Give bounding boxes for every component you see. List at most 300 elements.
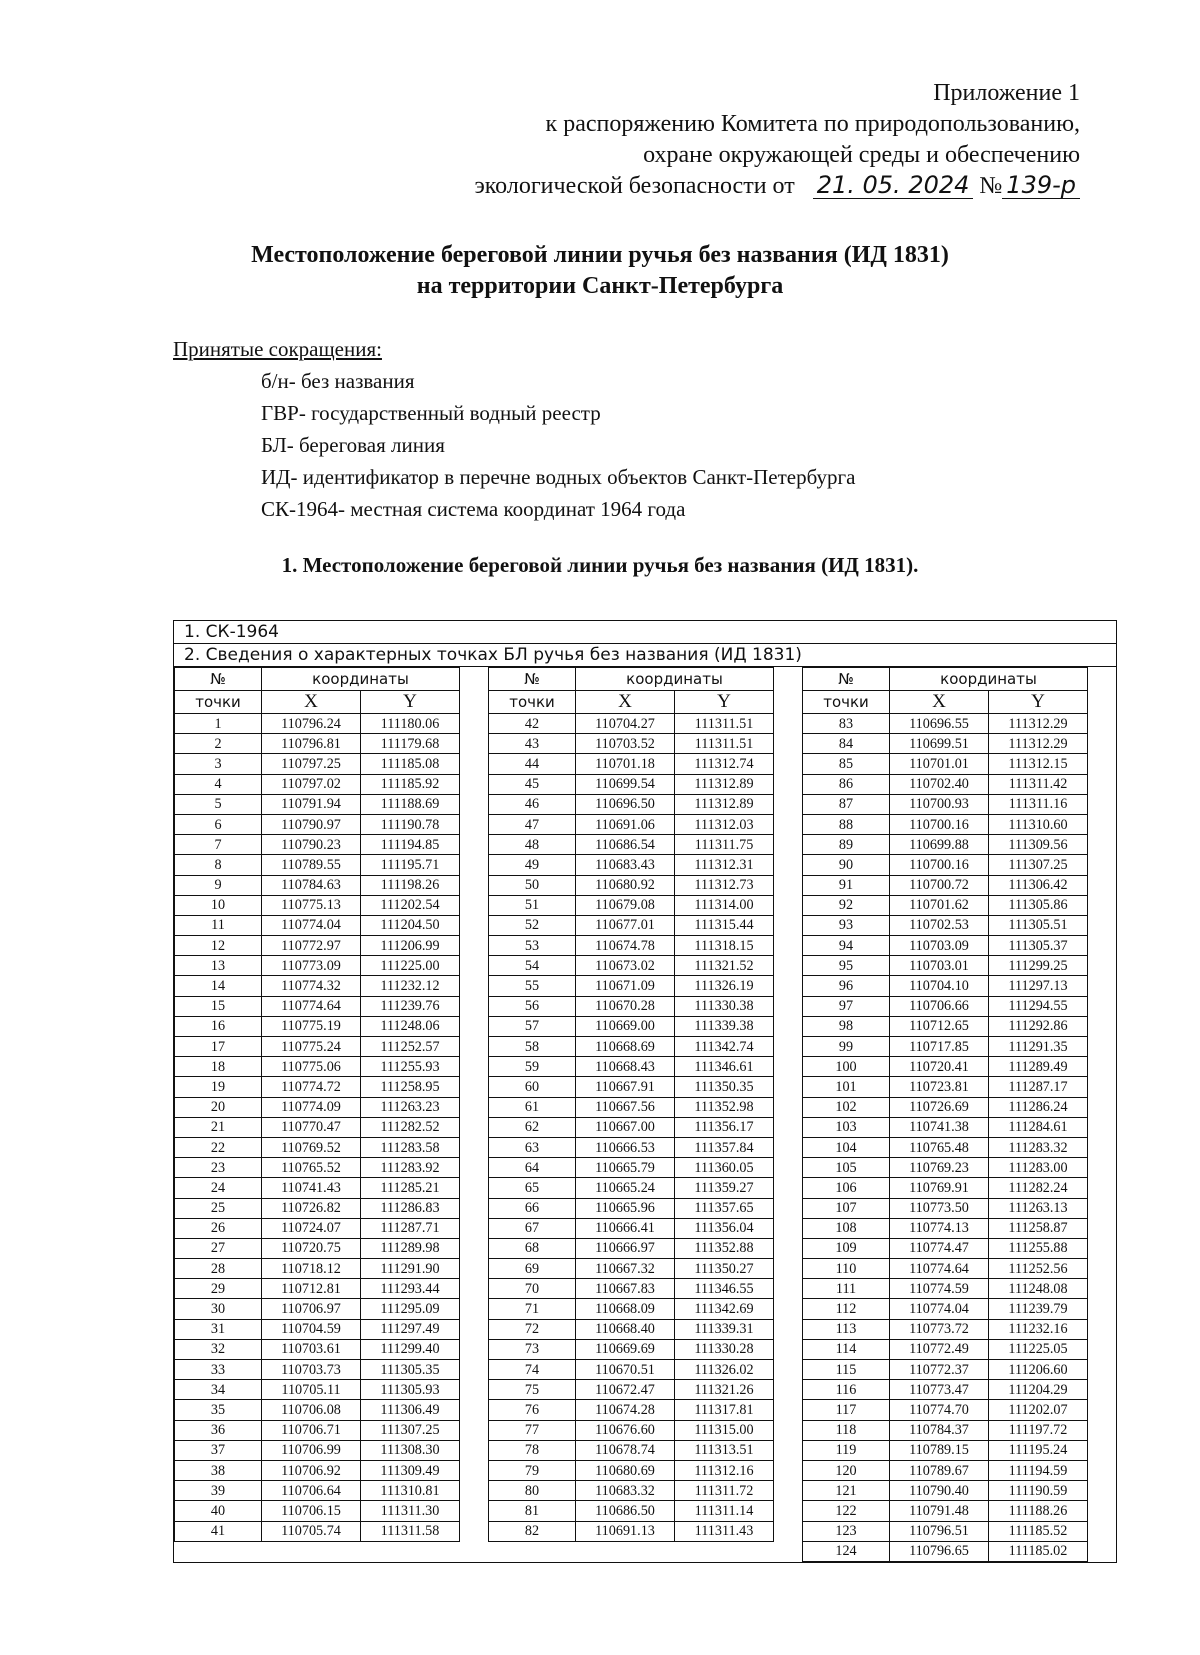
x-coordinate-cell: 110671.09: [576, 976, 675, 996]
table-row: [489, 714, 774, 734]
x-coordinate-cell: 110665.79: [576, 1158, 675, 1178]
point-number-cell: 46: [489, 794, 576, 814]
table-row: [175, 1097, 460, 1117]
y-coordinate-cell: 111346.61: [675, 1057, 774, 1077]
x-coordinate-cell: 110720.41: [890, 1057, 989, 1077]
coordinates-table: [173, 620, 1117, 1563]
point-number-cell: 38: [175, 1460, 262, 1480]
point-number-cell: 9: [175, 875, 262, 895]
y-coordinate-cell: 111291.35: [989, 1037, 1088, 1057]
x-coordinate-cell: 110672.47: [576, 1380, 675, 1400]
table-row: [803, 1400, 1088, 1420]
point-number-cell: 51: [489, 895, 576, 915]
y-coordinate-cell: 111309.49: [361, 1460, 460, 1480]
table-row: [489, 1097, 774, 1117]
number-sign: №: [979, 173, 1003, 199]
y-coordinate-cell: 111315.44: [675, 915, 774, 935]
x-coordinate-cell: 110772.37: [890, 1360, 989, 1380]
table-row: [803, 996, 1088, 1016]
x-coordinate-cell: 110706.99: [262, 1440, 361, 1460]
x-coordinate-cell: 110699.51: [890, 734, 989, 754]
x-coordinate-cell: 110706.71: [262, 1420, 361, 1440]
table-row: [175, 956, 460, 976]
point-number-cell: 118: [803, 1420, 890, 1440]
x-coordinate-cell: 110667.91: [576, 1077, 675, 1097]
col-header-coords: координаты: [890, 668, 1088, 691]
y-coordinate-cell: 111339.38: [675, 1016, 774, 1036]
x-coordinate-cell: 110726.69: [890, 1097, 989, 1117]
x-coordinate-cell: 110701.01: [890, 754, 989, 774]
x-coordinate-cell: 110677.01: [576, 915, 675, 935]
y-coordinate-cell: 111326.02: [675, 1360, 774, 1380]
x-coordinate-cell: 110705.74: [262, 1521, 361, 1541]
point-number-cell: 74: [489, 1360, 576, 1380]
table-row: [175, 794, 460, 814]
y-coordinate-cell: 111312.15: [989, 754, 1088, 774]
point-number-cell: 48: [489, 835, 576, 855]
point-number-cell: 111: [803, 1279, 890, 1299]
table-row: [175, 1198, 460, 1218]
table-row: [489, 1117, 774, 1137]
point-number-cell: 31: [175, 1319, 262, 1339]
y-coordinate-cell: 111350.27: [675, 1259, 774, 1279]
point-number-cell: 45: [489, 774, 576, 794]
point-number-cell: 15: [175, 996, 262, 1016]
table-row: [175, 1238, 460, 1258]
point-number-cell: 7: [175, 835, 262, 855]
table-row: [803, 1521, 1088, 1541]
table-row: [803, 1178, 1088, 1198]
point-number-cell: 68: [489, 1238, 576, 1258]
x-coordinate-cell: 110700.93: [890, 794, 989, 814]
table-row: [803, 1319, 1088, 1339]
y-coordinate-cell: 111225.00: [361, 956, 460, 976]
y-coordinate-cell: 111314.00: [675, 895, 774, 915]
point-number-cell: 43: [489, 734, 576, 754]
table-row: [175, 774, 460, 794]
y-coordinate-cell: 111293.44: [361, 1279, 460, 1299]
col-header-x: X: [262, 691, 361, 714]
x-coordinate-cell: 110796.65: [890, 1541, 989, 1561]
y-coordinate-cell: 111283.32: [989, 1137, 1088, 1157]
table-row: [489, 1057, 774, 1077]
y-coordinate-cell: 111185.02: [989, 1541, 1088, 1561]
table-row: [803, 1440, 1088, 1460]
table-row: [489, 774, 774, 794]
table-row: [803, 1481, 1088, 1501]
table-row: [489, 1158, 774, 1178]
x-coordinate-cell: 110791.94: [262, 794, 361, 814]
y-coordinate-cell: 111292.86: [989, 1016, 1088, 1036]
table-row: [803, 1198, 1088, 1218]
table-row: [489, 1279, 774, 1299]
table-row: [803, 1541, 1088, 1561]
y-coordinate-cell: 111195.71: [361, 855, 460, 875]
point-number-cell: 100: [803, 1057, 890, 1077]
x-coordinate-cell: 110704.59: [262, 1319, 361, 1339]
x-coordinate-cell: 110789.55: [262, 855, 361, 875]
point-number-cell: 14: [175, 976, 262, 996]
y-coordinate-cell: 111312.29: [989, 734, 1088, 754]
y-coordinate-cell: 111352.88: [675, 1238, 774, 1258]
x-coordinate-cell: 110774.13: [890, 1218, 989, 1238]
x-coordinate-cell: 110774.32: [262, 976, 361, 996]
y-coordinate-cell: 111198.26: [361, 875, 460, 895]
y-coordinate-cell: 111360.05: [675, 1158, 774, 1178]
point-number-cell: 23: [175, 1158, 262, 1178]
x-coordinate-cell: 110667.56: [576, 1097, 675, 1117]
table-row: [489, 835, 774, 855]
y-coordinate-cell: 111239.76: [361, 996, 460, 1016]
table-row: [803, 1158, 1088, 1178]
table-row: [803, 794, 1088, 814]
table-row: [175, 1016, 460, 1036]
point-number-cell: 62: [489, 1117, 576, 1137]
table-row: [175, 895, 460, 915]
y-coordinate-cell: 111306.49: [361, 1400, 460, 1420]
point-number-cell: 10: [175, 895, 262, 915]
points-subtable: [174, 667, 460, 1542]
point-number-cell: 78: [489, 1440, 576, 1460]
table-row: [489, 1460, 774, 1480]
y-coordinate-cell: 111204.29: [989, 1380, 1088, 1400]
x-coordinate-cell: 110789.67: [890, 1460, 989, 1480]
point-number-cell: 79: [489, 1460, 576, 1480]
y-coordinate-cell: 111283.92: [361, 1158, 460, 1178]
table-row: [489, 1380, 774, 1400]
y-coordinate-cell: 111311.72: [675, 1481, 774, 1501]
y-coordinate-cell: 111252.57: [361, 1037, 460, 1057]
point-number-cell: 93: [803, 915, 890, 935]
points-subtable: [802, 667, 1088, 1562]
col-header-no: №: [803, 668, 890, 691]
point-number-cell: 105: [803, 1158, 890, 1178]
x-coordinate-cell: 110797.25: [262, 754, 361, 774]
table-row: [175, 1440, 460, 1460]
y-coordinate-cell: 111285.21: [361, 1178, 460, 1198]
point-number-cell: 11: [175, 915, 262, 935]
point-number-cell: 98: [803, 1016, 890, 1036]
y-coordinate-cell: 111310.60: [989, 814, 1088, 834]
table-row: [803, 1299, 1088, 1319]
y-coordinate-cell: 111206.99: [361, 936, 460, 956]
y-coordinate-cell: 111330.28: [675, 1339, 774, 1359]
point-number-cell: 56: [489, 996, 576, 1016]
abbreviation-item: СК-1964- местная система координат 1964 года: [261, 497, 686, 521]
point-number-cell: 115: [803, 1360, 890, 1380]
table-row: [489, 1238, 774, 1258]
point-number-cell: 75: [489, 1380, 576, 1400]
point-number-cell: 101: [803, 1077, 890, 1097]
table-row: [175, 835, 460, 855]
point-number-cell: 17: [175, 1037, 262, 1057]
y-coordinate-cell: 111282.52: [361, 1117, 460, 1137]
y-coordinate-cell: 111311.42: [989, 774, 1088, 794]
y-coordinate-cell: 111352.98: [675, 1097, 774, 1117]
point-number-cell: 53: [489, 936, 576, 956]
point-number-cell: 19: [175, 1077, 262, 1097]
x-coordinate-cell: 110726.82: [262, 1198, 361, 1218]
section-title: 1. Местоположение береговой линии ручья без названия (ИД 1831).: [281, 553, 919, 577]
y-coordinate-cell: 111284.61: [989, 1117, 1088, 1137]
x-coordinate-cell: 110790.97: [262, 814, 361, 834]
point-number-cell: 36: [175, 1420, 262, 1440]
abbreviations-heading: Принятые сокращения:: [173, 337, 382, 361]
table-row: [489, 1037, 774, 1057]
y-coordinate-cell: 111309.56: [989, 835, 1088, 855]
x-coordinate-cell: 110703.61: [262, 1339, 361, 1359]
table-row: [803, 774, 1088, 794]
y-coordinate-cell: 111339.31: [675, 1319, 774, 1339]
x-coordinate-cell: 110696.55: [890, 714, 989, 734]
point-number-cell: 104: [803, 1137, 890, 1157]
point-number-cell: 71: [489, 1299, 576, 1319]
x-coordinate-cell: 110770.47: [262, 1117, 361, 1137]
table-row: [803, 855, 1088, 875]
y-coordinate-cell: 111232.16: [989, 1319, 1088, 1339]
point-number-cell: 12: [175, 936, 262, 956]
x-coordinate-cell: 110702.40: [890, 774, 989, 794]
title-line-1: Местоположение береговой линии ручья без названия (ИД 1831): [251, 242, 949, 268]
table-row: [489, 1218, 774, 1238]
col-header-no: №: [489, 668, 576, 691]
y-coordinate-cell: 111239.79: [989, 1299, 1088, 1319]
x-coordinate-cell: 110674.28: [576, 1400, 675, 1420]
point-number-cell: 103: [803, 1117, 890, 1137]
y-coordinate-cell: 111321.26: [675, 1380, 774, 1400]
x-coordinate-cell: 110668.40: [576, 1319, 675, 1339]
point-number-cell: 6: [175, 814, 262, 834]
table-row: [803, 1360, 1088, 1380]
point-number-cell: 58: [489, 1037, 576, 1057]
table-row: [489, 1501, 774, 1521]
table-row: [803, 1097, 1088, 1117]
point-number-cell: 114: [803, 1339, 890, 1359]
x-coordinate-cell: 110769.52: [262, 1137, 361, 1157]
point-number-cell: 116: [803, 1380, 890, 1400]
point-number-cell: 37: [175, 1440, 262, 1460]
y-coordinate-cell: 111357.84: [675, 1137, 774, 1157]
table-row: [489, 875, 774, 895]
point-number-cell: 85: [803, 754, 890, 774]
y-coordinate-cell: 111195.24: [989, 1440, 1088, 1460]
point-number-cell: 95: [803, 956, 890, 976]
table-row: [803, 1016, 1088, 1036]
x-coordinate-cell: 110772.97: [262, 936, 361, 956]
point-number-cell: 34: [175, 1380, 262, 1400]
table-row: [175, 1380, 460, 1400]
document-title: [0, 240, 1200, 302]
point-number-cell: 72: [489, 1319, 576, 1339]
y-coordinate-cell: 111312.16: [675, 1460, 774, 1480]
y-coordinate-cell: 111188.69: [361, 794, 460, 814]
y-coordinate-cell: 111283.58: [361, 1137, 460, 1157]
x-coordinate-cell: 110667.83: [576, 1279, 675, 1299]
point-number-cell: 106: [803, 1178, 890, 1198]
point-number-cell: 121: [803, 1481, 890, 1501]
x-coordinate-cell: 110741.43: [262, 1178, 361, 1198]
point-number-cell: 5: [175, 794, 262, 814]
table-row: [175, 1279, 460, 1299]
table-row: [803, 895, 1088, 915]
point-number-cell: 108: [803, 1218, 890, 1238]
point-number-cell: 20: [175, 1097, 262, 1117]
y-coordinate-cell: 111295.09: [361, 1299, 460, 1319]
col-header-no: №: [175, 668, 262, 691]
y-coordinate-cell: 111194.59: [989, 1460, 1088, 1480]
table-row: [803, 814, 1088, 834]
point-number-cell: 124: [803, 1541, 890, 1561]
x-coordinate-cell: 110796.81: [262, 734, 361, 754]
col-header-y: Y: [675, 691, 774, 714]
table-row: [489, 794, 774, 814]
point-number-cell: 59: [489, 1057, 576, 1077]
point-number-cell: 29: [175, 1279, 262, 1299]
point-number-cell: 87: [803, 794, 890, 814]
col-header-x: X: [576, 691, 675, 714]
y-coordinate-cell: 111311.16: [989, 794, 1088, 814]
y-coordinate-cell: 111311.51: [675, 714, 774, 734]
point-number-cell: 2: [175, 734, 262, 754]
table-row: [175, 1319, 460, 1339]
x-coordinate-cell: 110773.50: [890, 1198, 989, 1218]
col-header-point: точки: [175, 691, 262, 714]
table-row: [803, 1057, 1088, 1077]
point-number-cell: 8: [175, 855, 262, 875]
y-coordinate-cell: 111287.17: [989, 1077, 1088, 1097]
table-row: [803, 956, 1088, 976]
y-coordinate-cell: 111185.92: [361, 774, 460, 794]
y-coordinate-cell: 111305.51: [989, 915, 1088, 935]
x-coordinate-cell: 110676.60: [576, 1420, 675, 1440]
col-header-point: точки: [803, 691, 890, 714]
x-coordinate-cell: 110696.50: [576, 794, 675, 814]
x-coordinate-cell: 110686.50: [576, 1501, 675, 1521]
y-coordinate-cell: 111321.52: [675, 956, 774, 976]
y-coordinate-cell: 111185.08: [361, 754, 460, 774]
point-number-cell: 122: [803, 1501, 890, 1521]
y-coordinate-cell: 111312.89: [675, 774, 774, 794]
y-coordinate-cell: 111190.59: [989, 1481, 1088, 1501]
table-row: [175, 1077, 460, 1097]
col-header-point: точки: [489, 691, 576, 714]
x-coordinate-cell: 110704.27: [576, 714, 675, 734]
point-number-cell: 22: [175, 1137, 262, 1157]
table-row: [175, 936, 460, 956]
y-coordinate-cell: 111202.54: [361, 895, 460, 915]
x-coordinate-cell: 110773.09: [262, 956, 361, 976]
y-coordinate-cell: 111307.25: [361, 1420, 460, 1440]
table-row: [489, 996, 774, 1016]
y-coordinate-cell: 111311.14: [675, 1501, 774, 1521]
x-coordinate-cell: 110665.96: [576, 1198, 675, 1218]
y-coordinate-cell: 111299.40: [361, 1339, 460, 1359]
column-gap: [460, 667, 488, 1562]
x-coordinate-cell: 110789.15: [890, 1440, 989, 1460]
table-row: [489, 734, 774, 754]
table-columns: [174, 667, 1116, 1562]
x-coordinate-cell: 110774.04: [890, 1299, 989, 1319]
y-coordinate-cell: 111312.29: [989, 714, 1088, 734]
table-row: [803, 1137, 1088, 1157]
x-coordinate-cell: 110667.32: [576, 1259, 675, 1279]
point-number-cell: 27: [175, 1238, 262, 1258]
y-coordinate-cell: 111305.93: [361, 1380, 460, 1400]
point-number-cell: 52: [489, 915, 576, 935]
x-coordinate-cell: 110703.01: [890, 956, 989, 976]
title-line-2: на территории Санкт-Петербурга: [416, 273, 784, 299]
point-number-cell: 47: [489, 814, 576, 834]
x-coordinate-cell: 110669.69: [576, 1339, 675, 1359]
table-row: [489, 956, 774, 976]
x-coordinate-cell: 110667.00: [576, 1117, 675, 1137]
point-number-cell: 21: [175, 1117, 262, 1137]
x-coordinate-cell: 110720.75: [262, 1238, 361, 1258]
table-row: [803, 1218, 1088, 1238]
table-row: [803, 1259, 1088, 1279]
y-coordinate-cell: 111194.85: [361, 835, 460, 855]
y-coordinate-cell: 111263.13: [989, 1198, 1088, 1218]
y-coordinate-cell: 111307.25: [989, 855, 1088, 875]
point-number-cell: 76: [489, 1400, 576, 1420]
x-coordinate-cell: 110797.02: [262, 774, 361, 794]
point-number-cell: 77: [489, 1420, 576, 1440]
y-coordinate-cell: 111179.68: [361, 734, 460, 754]
x-coordinate-cell: 110784.37: [890, 1420, 989, 1440]
y-coordinate-cell: 111330.38: [675, 996, 774, 1016]
x-coordinate-cell: 110669.00: [576, 1016, 675, 1036]
table-row: [175, 855, 460, 875]
table-row: [175, 1137, 460, 1157]
point-number-cell: 88: [803, 814, 890, 834]
y-coordinate-cell: 111306.42: [989, 875, 1088, 895]
x-coordinate-cell: 110774.04: [262, 915, 361, 935]
x-coordinate-cell: 110668.09: [576, 1299, 675, 1319]
col-header-coords: координаты: [262, 668, 460, 691]
point-number-cell: 73: [489, 1339, 576, 1359]
table-row: [175, 1360, 460, 1380]
point-number-cell: 13: [175, 956, 262, 976]
table-row: [175, 1218, 460, 1238]
x-coordinate-cell: 110678.74: [576, 1440, 675, 1460]
table-row: [489, 1521, 774, 1541]
point-number-cell: 97: [803, 996, 890, 1016]
col-header-y: Y: [989, 691, 1088, 714]
appendix-header: [474, 78, 1080, 202]
y-coordinate-cell: 111312.89: [675, 794, 774, 814]
x-coordinate-cell: 110705.11: [262, 1380, 361, 1400]
y-coordinate-cell: 111356.04: [675, 1218, 774, 1238]
x-coordinate-cell: 110701.62: [890, 895, 989, 915]
point-number-cell: 26: [175, 1218, 262, 1238]
point-number-cell: 44: [489, 754, 576, 774]
appendix-label: Приложение 1: [933, 80, 1080, 106]
table-row: [175, 734, 460, 754]
y-coordinate-cell: 111357.65: [675, 1198, 774, 1218]
x-coordinate-cell: 110772.49: [890, 1339, 989, 1359]
x-coordinate-cell: 110790.23: [262, 835, 361, 855]
point-number-cell: 41: [175, 1521, 262, 1541]
x-coordinate-cell: 110741.38: [890, 1117, 989, 1137]
point-number-cell: 110: [803, 1259, 890, 1279]
x-coordinate-cell: 110790.40: [890, 1481, 989, 1501]
table-row: [803, 1077, 1088, 1097]
table-row: [803, 1501, 1088, 1521]
y-coordinate-cell: 111286.83: [361, 1198, 460, 1218]
x-coordinate-cell: 110680.92: [576, 875, 675, 895]
x-coordinate-cell: 110712.81: [262, 1279, 361, 1299]
y-coordinate-cell: 111350.35: [675, 1077, 774, 1097]
